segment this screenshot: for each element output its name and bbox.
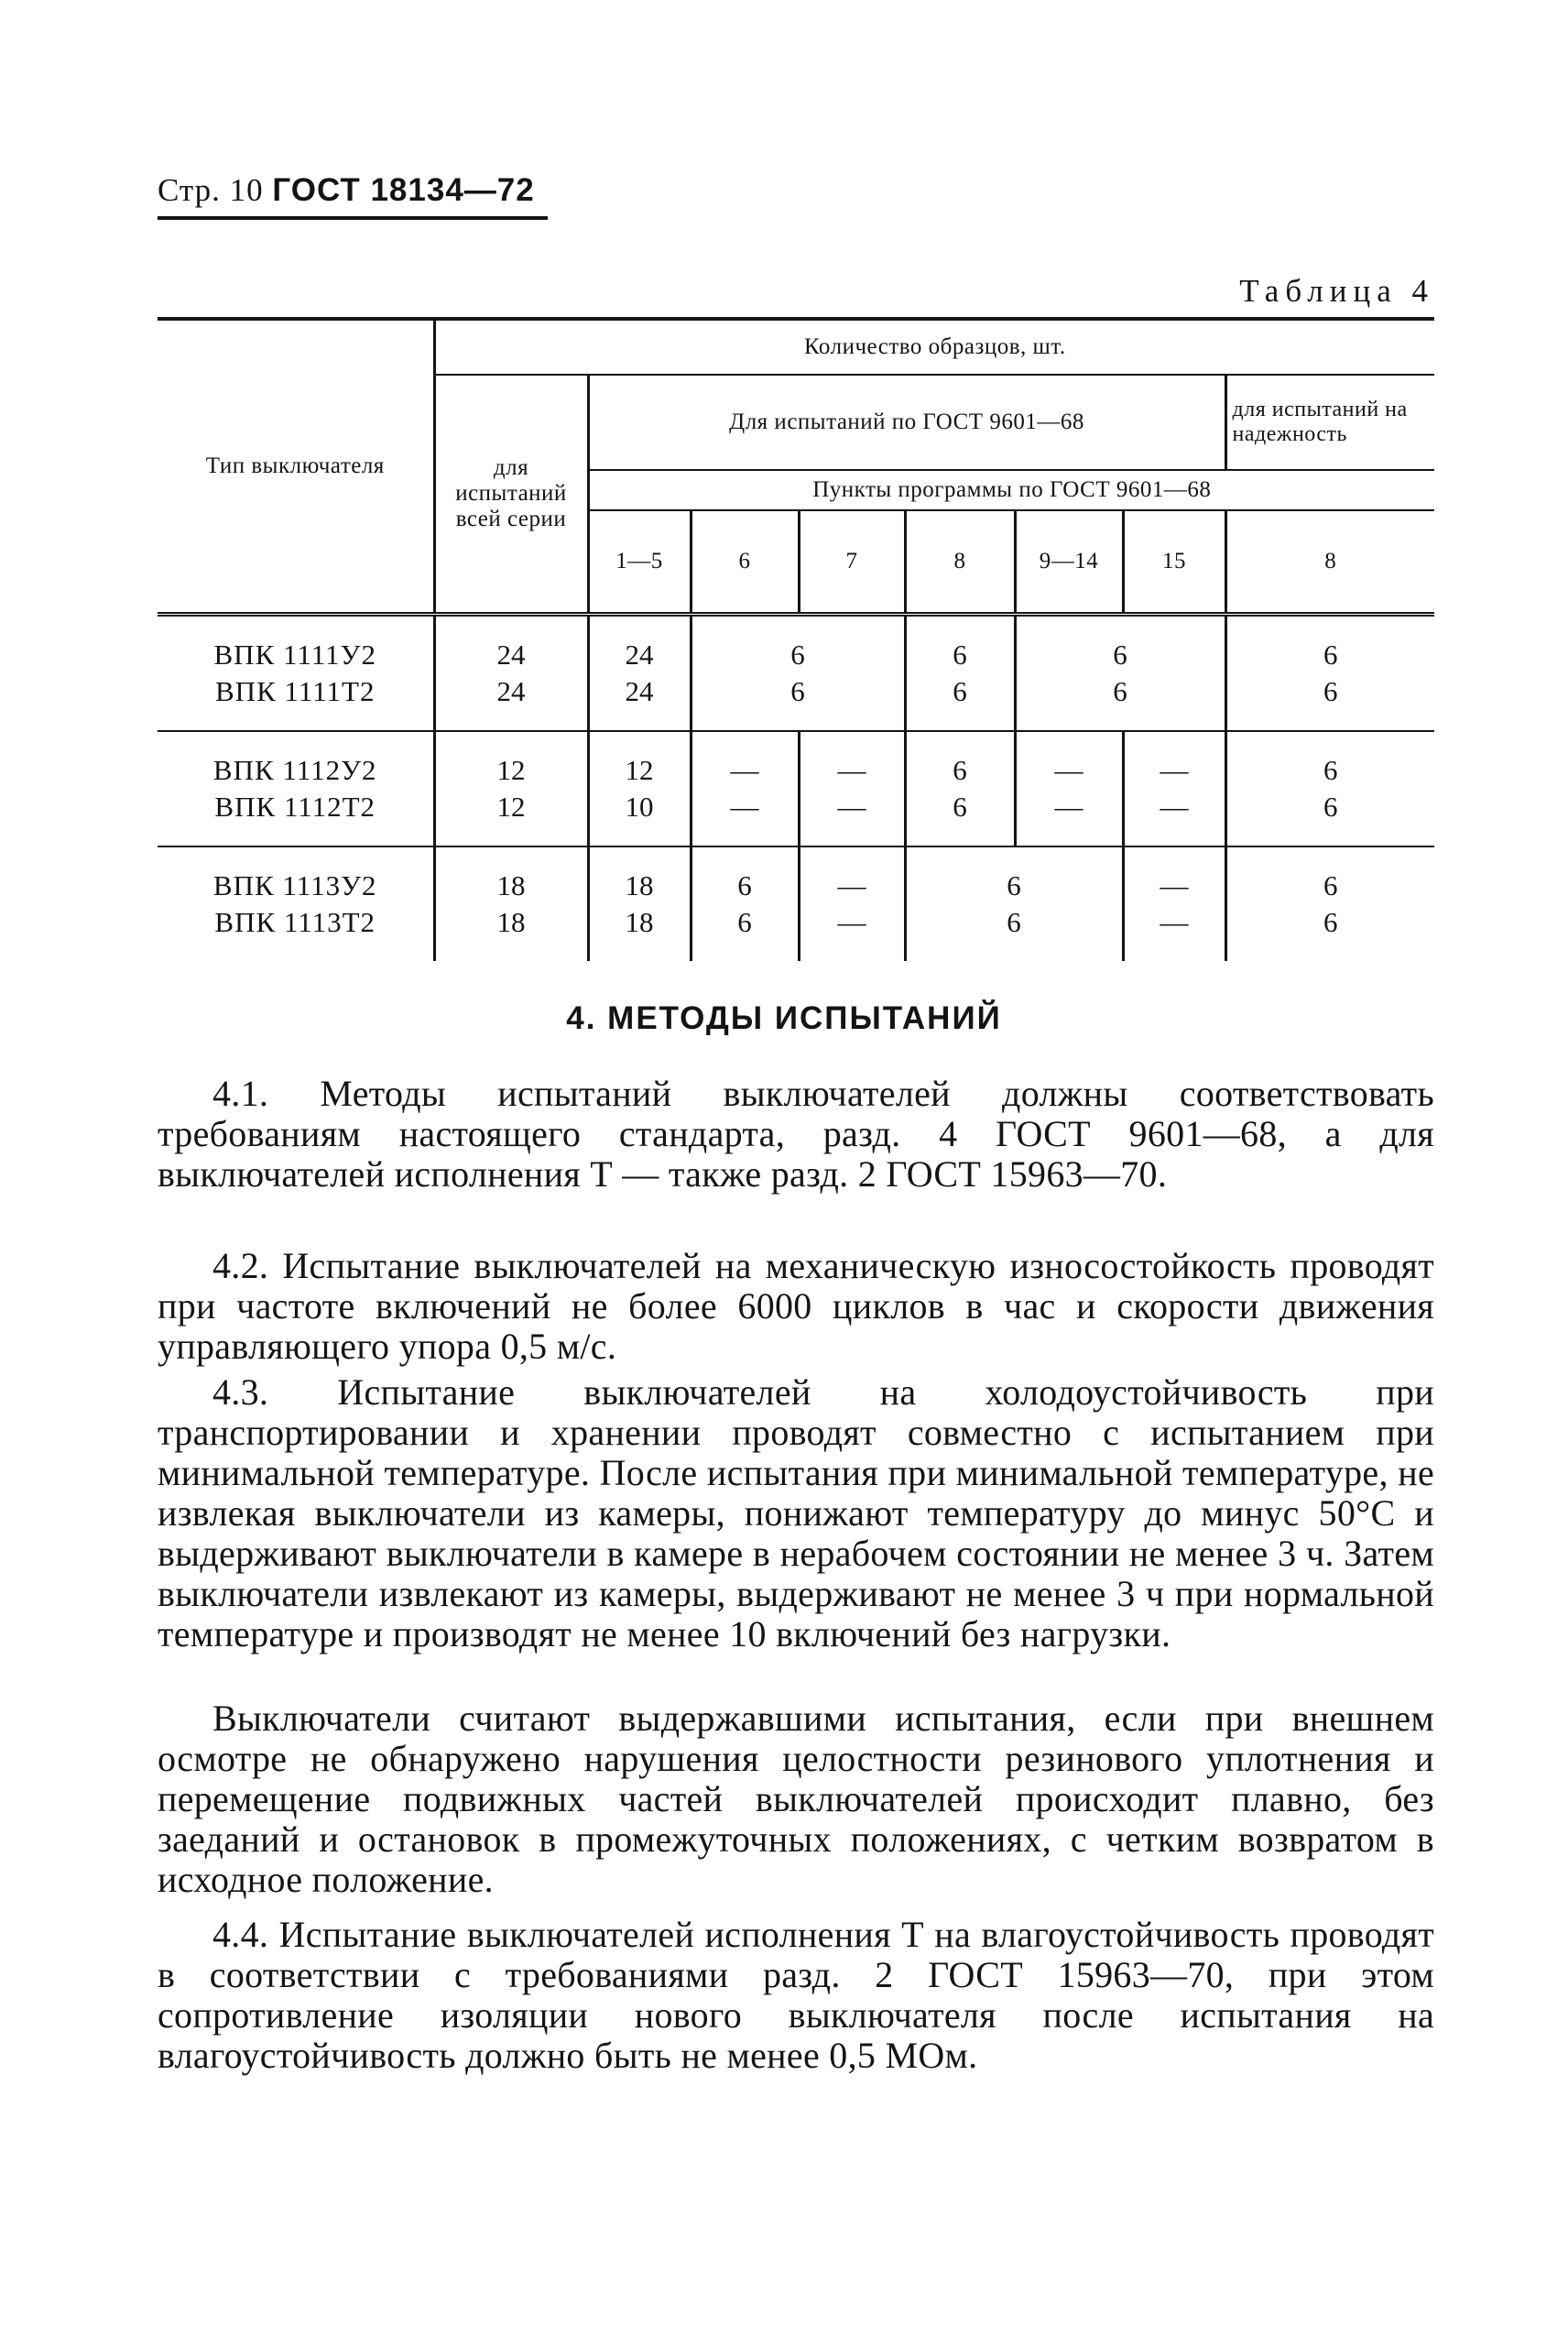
col-header-reliability: для испытаний на надежность xyxy=(1225,375,1434,470)
cell-whole-series: 24 xyxy=(434,615,588,674)
cell-reliability: 6 xyxy=(1225,615,1434,674)
cell-items-6-7: 6 xyxy=(691,615,905,674)
cell-item-6: — xyxy=(691,731,799,789)
cell-whole-series: 18 xyxy=(434,846,588,904)
cell-reliability: 6 xyxy=(1225,673,1434,731)
col-header-type: Тип выключателя xyxy=(205,453,385,478)
cell-item-7: — xyxy=(799,789,905,846)
cell-whole-series: 12 xyxy=(434,789,588,846)
cell-item-8: 6 xyxy=(905,731,1015,789)
table-row xyxy=(158,846,1434,904)
switch-type: ВПК 1112Т2 xyxy=(158,789,434,846)
cell-item-15: — xyxy=(1123,904,1225,961)
table-row xyxy=(158,615,1434,674)
paragraph-4-4: 4.4. Испытание выключателей исполнения Т на влагоустойчивость проводят в соответствии с требованиями разд. 2 ГОСТ 15963—70, при этом сопротивление изоляции нового выключателя после испытания на влагоустойчивость должно быть не менее 0,5 МОм. xyxy=(158,1914,1434,2076)
cell-item-6: 6 xyxy=(691,904,799,961)
cell-reliability: 6 xyxy=(1225,846,1434,904)
cell-item-6: 6 xyxy=(691,846,799,904)
paragraph-4-2: 4.2. Испытание выключателей на механическую износостойкость проводят при частоте включений не более 6000 циклов в час и скорости движения управляющего упора 0,5 м/с. xyxy=(158,1245,1434,1367)
paragraph-4-3: 4.3. Испытание выключателей на холодоустойчивость при транспортировании и хранении проводят совместно с испытанием при минимальной температуре. После испытания при минимальной температуре, не извлекая выключатели из камеры, понижают температуру до минус 50°С и выдерживают выключатели в камере в нерабочем состоянии не менее 3 ч. Затем выключатели извлекают из камеры, выдерживают не менее 3 ч при нормальной температуре и производят не менее 10 включений без нагрузки. xyxy=(158,1371,1434,1654)
table-title: Таблица 4 xyxy=(1239,273,1434,309)
table-row xyxy=(158,731,1434,789)
col-header-quantity: Количество образцов, шт. xyxy=(434,319,1434,375)
col-header-per-gost: Для испытаний по ГОСТ 9601—68 xyxy=(588,375,1225,470)
paragraph-4-1: 4.1. Методы испытаний выключателей должны соответствовать требованиям настоящего стандарта, разд. 4 ГОСТ 9601—68, а для выключателей исполнения Т — также разд. 2 ГОСТ 15963—70. xyxy=(158,1073,1434,1195)
paragraph-4-3-cont: Выключатели считают выдержавшими испытания, если при внешнем осмотре не обнаружено нарушения целостности резинового уплотнения и перемещение подвижных частей выключателей происходит плавно, без заеданий и остановок в промежуточных положениях, с четким возвратом в исходное положение. xyxy=(158,1698,1434,1900)
col-header-item: 6 xyxy=(691,510,799,615)
cell-item-8: 6 xyxy=(905,673,1015,731)
cell-reliability: 6 xyxy=(1225,731,1434,789)
cell-items-6-7: 6 xyxy=(691,673,905,731)
cell-item-8: 6 xyxy=(905,789,1015,846)
col-header-item: 1—5 xyxy=(588,510,691,615)
cell-items-9-14: — xyxy=(1015,789,1123,846)
cell-whole-series: 18 xyxy=(434,904,588,961)
col-header-item: 15 xyxy=(1123,510,1225,615)
section-title: 4. МЕТОДЫ ИСПЫТАНИЙ xyxy=(566,1000,1002,1036)
cell-item-7: — xyxy=(799,731,905,789)
cell-item-6: — xyxy=(691,789,799,846)
cell-items-9-15: 6 xyxy=(1015,615,1225,674)
cell-reliability: 6 xyxy=(1225,789,1434,846)
col-header-item: 7 xyxy=(799,510,905,615)
col-header-item: 8 xyxy=(905,510,1015,615)
page-number: Стр. 10 xyxy=(158,172,264,208)
table-row xyxy=(158,789,1434,846)
header-rule xyxy=(158,216,548,220)
cell-items-8-14: 6 xyxy=(905,904,1123,961)
cell-item-15: — xyxy=(1123,731,1225,789)
switch-type: ВПК 1111Т2 xyxy=(158,673,434,731)
switch-type: ВПК 1111У2 xyxy=(213,639,376,671)
cell-item-7: — xyxy=(799,904,905,961)
cell-item-15: — xyxy=(1123,789,1225,846)
table-row xyxy=(158,673,1434,731)
switch-type: ВПК 1113У2 xyxy=(212,869,377,901)
cell-items-1-5: 10 xyxy=(588,789,691,846)
col-header-item: 8 xyxy=(1225,510,1434,615)
cell-items-1-5: 24 xyxy=(588,673,691,731)
cell-items-9-15: 6 xyxy=(1015,673,1225,731)
col-header-program-items: Пункты программы по ГОСТ 9601—68 xyxy=(588,470,1434,510)
cell-items-1-5: 24 xyxy=(588,615,691,674)
table-row xyxy=(158,904,1434,961)
switch-type: ВПК 1112У2 xyxy=(212,754,377,786)
col-header-whole-series: для испытаний всей серии xyxy=(434,375,588,615)
cell-item-15: — xyxy=(1123,846,1225,904)
switch-type: ВПК 1113Т2 xyxy=(214,906,376,938)
samples-table xyxy=(158,317,1434,961)
cell-reliability: 6 xyxy=(1225,904,1434,961)
cell-items-8-14: 6 xyxy=(905,846,1123,904)
cell-items-1-5: 18 xyxy=(588,846,691,904)
cell-items-9-14: — xyxy=(1015,731,1123,789)
col-header-item: 9—14 xyxy=(1015,510,1123,615)
cell-whole-series: 12 xyxy=(434,731,588,789)
cell-items-1-5: 12 xyxy=(588,731,691,789)
cell-whole-series: 24 xyxy=(434,673,588,731)
cell-item-8: 6 xyxy=(905,615,1015,674)
cell-item-7: — xyxy=(799,846,905,904)
cell-items-1-5: 18 xyxy=(588,904,691,961)
standard-number: ГОСТ 18134—72 xyxy=(272,172,535,208)
page-header xyxy=(158,172,535,209)
